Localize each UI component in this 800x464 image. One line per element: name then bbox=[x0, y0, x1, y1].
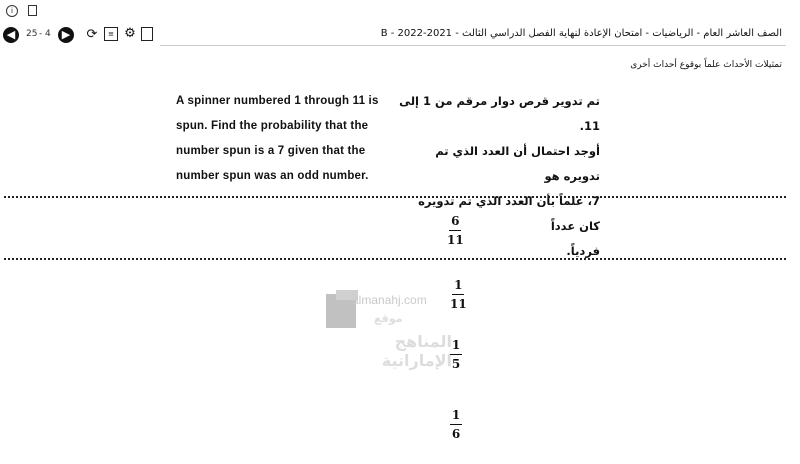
list-icon[interactable]: ≡ bbox=[104, 27, 118, 41]
fraction-bar bbox=[450, 424, 462, 425]
question-arabic-line: أوجد احتمال أن العدد الذي تم تدويره هو bbox=[435, 144, 600, 183]
page-current: 4 bbox=[45, 29, 51, 39]
divider-top bbox=[4, 196, 786, 198]
fraction-bar bbox=[452, 294, 464, 295]
next-button[interactable]: ▶ bbox=[58, 27, 74, 43]
info-icon[interactable]: i bbox=[6, 5, 18, 17]
answer-option-d[interactable] bbox=[450, 408, 462, 441]
option-denominator: 11 bbox=[450, 297, 467, 311]
option-denominator: 5 bbox=[451, 357, 461, 371]
page-separator: - bbox=[39, 29, 43, 39]
previous-button[interactable]: ◀ bbox=[3, 27, 19, 43]
watermark bbox=[322, 290, 452, 370]
answer-option-a[interactable] bbox=[447, 214, 464, 247]
option-numerator: 6 bbox=[451, 214, 460, 228]
save-icon[interactable] bbox=[141, 27, 153, 41]
option-numerator: 1 bbox=[451, 338, 461, 352]
question-arabic-line: تم تدوير قرص دوار مرقم من 1 إلى 11. bbox=[399, 94, 600, 133]
question-english-line: spun. Find the probability that the bbox=[176, 120, 369, 132]
watermark-logo-bar bbox=[336, 290, 358, 300]
option-numerator: 1 bbox=[451, 408, 461, 422]
answer-option-b[interactable] bbox=[450, 278, 467, 311]
divider-mid bbox=[4, 258, 786, 260]
question-arabic bbox=[395, 89, 600, 264]
watermark-logo-icon bbox=[326, 294, 356, 328]
question-english-line: number spun is a 7 given that the bbox=[176, 145, 366, 157]
fraction-bar bbox=[449, 230, 461, 231]
exam-title: الصف العاشر العام - الرياضيات - امتحان الإعادة لنهاية الفصل الدراسي الثالث - 2021-2022 - B bbox=[380, 28, 782, 39]
answer-option-c[interactable] bbox=[450, 338, 462, 371]
question-arabic-line: 7، علماً بأن العدد الذي تم تدويره كان عدداً bbox=[418, 194, 600, 233]
document-icon[interactable] bbox=[28, 5, 37, 16]
option-denominator: 6 bbox=[451, 427, 461, 441]
page-total: 25 bbox=[26, 29, 38, 39]
question-arabic-line: فردياً. bbox=[566, 244, 600, 258]
watermark-site-name: المناهج الإماراتية bbox=[381, 332, 452, 370]
header-rule bbox=[160, 45, 786, 46]
question-english bbox=[176, 89, 406, 189]
option-numerator: 1 bbox=[454, 278, 463, 292]
question-english-line: A spinner numbered 1 through 11 is bbox=[176, 95, 379, 107]
watermark-url: almanahj.com bbox=[352, 293, 427, 307]
lesson-subtitle: تمثيلات الأحداث علماً بوقوع أحداث أخرى bbox=[630, 60, 782, 70]
question-english-line: number spun was an odd number. bbox=[176, 170, 369, 182]
watermark-site-word: موقع bbox=[374, 312, 403, 325]
settings-gear-icon[interactable]: ⚙ bbox=[124, 25, 136, 41]
refresh-icon[interactable]: ⟳ bbox=[86, 26, 98, 42]
option-denominator: 11 bbox=[447, 233, 464, 247]
fraction-bar bbox=[450, 354, 462, 355]
